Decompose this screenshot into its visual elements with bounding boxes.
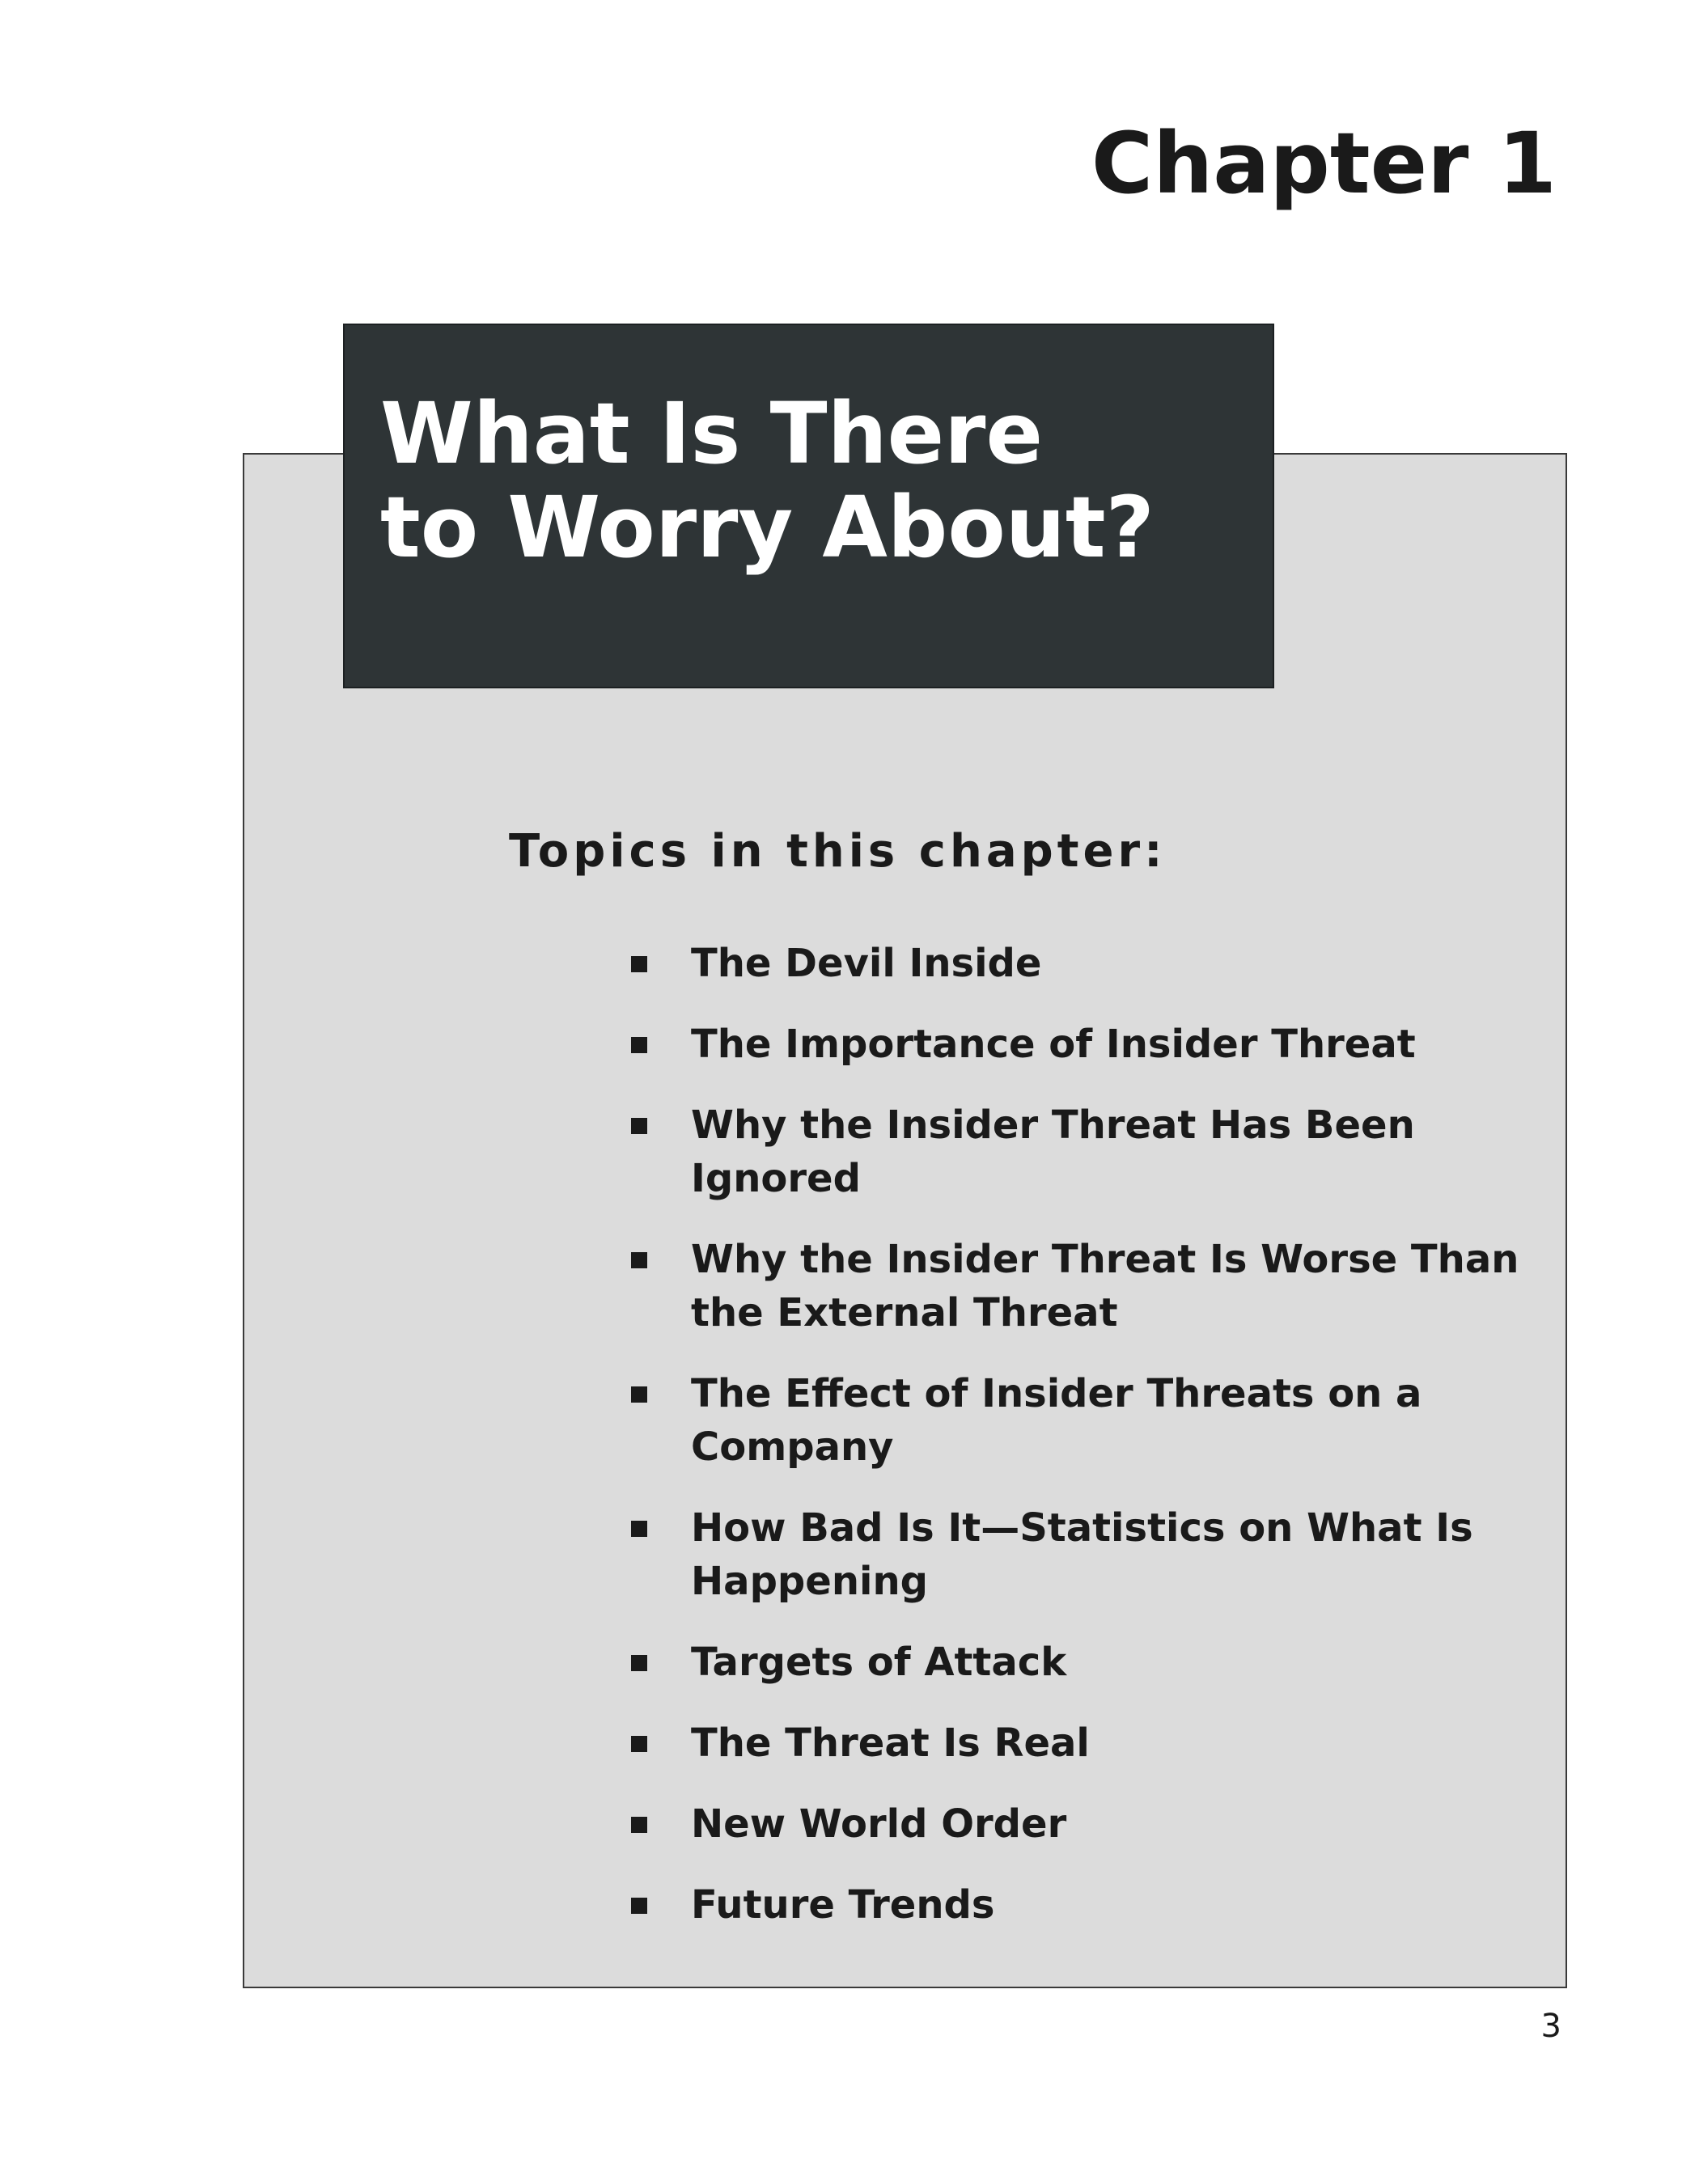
topic-label: The Importance of Insider Threat	[691, 1022, 1416, 1067]
topics-list	[631, 937, 1545, 1959]
topic-item	[631, 1878, 1545, 1932]
topic-label: New World Order	[691, 1801, 1067, 1847]
square-bullet-icon	[631, 1655, 647, 1671]
topic-label: Why the Insider Threat Has Been Ignored	[691, 1103, 1415, 1201]
topic-label: Targets of Attack	[691, 1640, 1067, 1685]
topic-item	[631, 1098, 1545, 1205]
topic-item	[631, 1636, 1545, 1689]
topic-label: Why the Insider Threat Is Worse Than the External Threat	[691, 1237, 1519, 1335]
square-bullet-icon	[631, 1037, 647, 1053]
topic-item	[631, 1367, 1545, 1474]
square-bullet-icon	[631, 1386, 647, 1403]
topic-label: The Effect of Insider Threats on a Company	[691, 1371, 1422, 1470]
square-bullet-icon	[631, 1118, 647, 1134]
page-number: 3	[1540, 2008, 1561, 2045]
topic-item	[631, 1501, 1545, 1608]
chapter-number: Chapter 1	[1091, 114, 1557, 213]
topics-heading: Topics in this chapter:	[509, 825, 1167, 878]
square-bullet-icon	[631, 1898, 647, 1914]
square-bullet-icon	[631, 1736, 647, 1752]
topic-label: Future Trends	[691, 1882, 995, 1928]
topic-label: The Devil Inside	[691, 941, 1042, 986]
topic-label: How Bad Is It—Statistics on What Is Happening	[691, 1505, 1473, 1604]
topic-item	[631, 937, 1545, 990]
topic-item	[631, 1233, 1545, 1340]
chapter-title-box	[343, 324, 1274, 688]
topic-label: The Threat Is Real	[691, 1721, 1090, 1766]
square-bullet-icon	[631, 956, 647, 972]
topic-item	[631, 1018, 1545, 1071]
topic-item	[631, 1716, 1545, 1770]
square-bullet-icon	[631, 1252, 647, 1268]
square-bullet-icon	[631, 1521, 647, 1537]
chapter-title: What Is There to Worry About?	[380, 384, 1155, 578]
topic-item	[631, 1797, 1545, 1851]
square-bullet-icon	[631, 1817, 647, 1833]
